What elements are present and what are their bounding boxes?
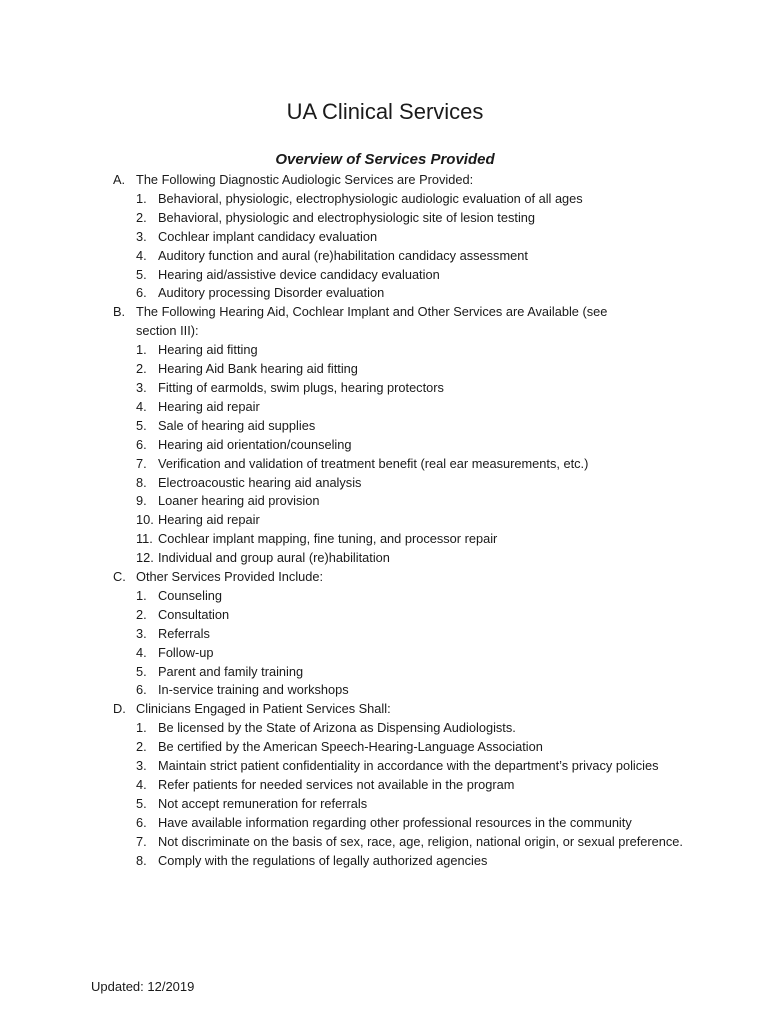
list-item-text: Individual and group aural (re)habilitation xyxy=(158,550,390,566)
list-item-text: Hearing aid orientation/counseling xyxy=(158,436,352,452)
section-list xyxy=(136,719,693,870)
list-item-text: Maintain strict patient confidentiality in accordance with the department’s privacy policies xyxy=(158,758,659,774)
section-list xyxy=(136,587,693,700)
list-item-text: Not discriminate on the basis of sex, race, age, religion, national origin, or sexual preference. xyxy=(158,833,683,849)
list-item-number: 8. xyxy=(136,852,147,868)
list-item-text: Hearing aid repair xyxy=(158,512,260,528)
list-item-text: Comply with the regulations of legally authorized agencies xyxy=(158,852,488,868)
list-item-text: Hearing Aid Bank hearing aid fitting xyxy=(158,361,358,377)
list-item-number: 4. xyxy=(136,398,147,414)
list-item-text: Referrals xyxy=(158,625,210,641)
list-item xyxy=(136,341,693,360)
list-item xyxy=(136,379,693,398)
list-item-text: Sale of hearing aid supplies xyxy=(158,417,316,433)
list-item-text: Loaner hearing aid provision xyxy=(158,493,320,509)
list-item-text: Fitting of earmolds, swim plugs, hearing protectors xyxy=(158,379,444,395)
list-item-number: 10. xyxy=(136,512,154,528)
list-item-number: 3. xyxy=(136,228,147,244)
section-c xyxy=(113,568,693,700)
list-item-text: Behavioral, physiologic and electrophysiologic site of lesion testing xyxy=(158,209,536,225)
list-item xyxy=(136,795,693,814)
list-item-number: 7. xyxy=(136,833,147,849)
section-letter: D. xyxy=(113,701,126,717)
list-item xyxy=(136,266,693,285)
list-item-number: 5. xyxy=(136,266,147,282)
section-letter: B. xyxy=(113,304,126,320)
list-item-number: 5. xyxy=(136,663,147,679)
list-item-number: 8. xyxy=(136,474,147,490)
section-heading: Other Services Provided Include: xyxy=(136,569,324,585)
section-a xyxy=(113,171,693,303)
section-list xyxy=(136,190,693,303)
page-title: UA Clinical Services xyxy=(286,99,484,124)
list-item xyxy=(136,587,693,606)
list-item-text: Be licensed by the State of Arizona as Dispensing Audiologists. xyxy=(158,720,516,736)
section-b xyxy=(113,303,693,568)
list-item-text: Counseling xyxy=(158,587,223,603)
list-item-text: Follow-up xyxy=(158,644,214,660)
list-item-number: 1. xyxy=(136,587,147,603)
list-item xyxy=(136,511,693,530)
list-item xyxy=(136,625,693,644)
list-item-number: 6. xyxy=(136,285,147,301)
list-item-text: Cochlear implant mapping, fine tuning, and processor repair xyxy=(158,531,498,547)
list-item xyxy=(136,776,693,795)
list-item xyxy=(136,719,693,738)
section-heading: The Following Hearing Aid, Cochlear Implant and Other Services are Available (see section III): xyxy=(136,304,608,339)
section-letter: A. xyxy=(113,172,126,187)
list-item xyxy=(136,284,693,303)
list-item-text: Hearing aid fitting xyxy=(158,342,258,358)
list-item-number: 1. xyxy=(136,342,147,358)
list-item-text: Auditory function and aural (re)habilitation candidacy assessment xyxy=(158,247,528,263)
list-item xyxy=(136,190,693,209)
list-item xyxy=(136,663,693,682)
list-item xyxy=(136,833,693,852)
list-item-text: Auditory processing Disorder evaluation xyxy=(158,285,385,301)
list-item xyxy=(136,681,693,700)
list-item xyxy=(136,852,693,871)
page-subtitle: Overview of Services Provided xyxy=(275,151,495,168)
list-item xyxy=(136,492,693,511)
section-heading: The Following Diagnostic Audiologic Services are Provided: xyxy=(136,172,474,187)
list-item-number: 6. xyxy=(136,814,147,830)
list-item-number: 3. xyxy=(136,758,147,774)
list-item xyxy=(136,644,693,663)
list-item-number: 2. xyxy=(136,606,147,622)
list-item-text: Behavioral, physiologic, electrophysiologic audiologic evaluation of all ages xyxy=(158,190,583,206)
section-list xyxy=(136,341,693,568)
section-heading: Clinicians Engaged in Patient Services Shall: xyxy=(136,701,391,717)
list-item xyxy=(136,814,693,833)
footer-updated: Updated: 12/2019 xyxy=(91,979,195,994)
list-item xyxy=(136,474,693,493)
list-item-text: In-service training and workshops xyxy=(158,682,349,698)
list-item-text: Verification and validation of treatment benefit (real ear measurements, etc.) xyxy=(158,455,589,471)
list-item-text: Not accept remuneration for referrals xyxy=(158,795,368,811)
list-item-text: Be certified by the American Speech-Hearing-Language Association xyxy=(158,739,543,755)
list-item-number: 2. xyxy=(136,209,147,225)
document-body xyxy=(113,171,693,871)
list-item xyxy=(136,738,693,757)
section-letter: C. xyxy=(113,569,126,585)
list-item-text: Refer patients for needed services not available in the program xyxy=(158,777,515,792)
list-item-number: 4. xyxy=(136,777,147,792)
list-item-number: 3. xyxy=(136,625,147,641)
list-item-text: Hearing aid repair xyxy=(158,398,260,414)
list-item-number: 11. xyxy=(136,531,153,547)
list-item-number: 2. xyxy=(136,739,147,755)
list-item-number: 12. xyxy=(136,550,154,566)
list-item xyxy=(136,455,693,474)
list-item xyxy=(136,530,693,549)
list-item xyxy=(136,436,693,455)
list-item xyxy=(136,228,693,247)
list-item xyxy=(136,247,693,266)
list-item-number: 6. xyxy=(136,682,147,698)
list-item xyxy=(136,209,693,228)
list-item-number: 5. xyxy=(136,795,147,811)
list-item-number: 6. xyxy=(136,436,147,452)
list-item-text: Hearing aid/assistive device candidacy evaluation xyxy=(158,266,440,282)
list-item-number: 4. xyxy=(136,644,147,660)
list-item-number: 3. xyxy=(136,379,147,395)
list-item-text: Electroacoustic hearing aid analysis xyxy=(158,474,362,490)
list-item xyxy=(136,417,693,436)
list-item-text: Parent and family training xyxy=(158,663,304,679)
list-item-number: 9. xyxy=(136,493,147,509)
list-item xyxy=(136,606,693,625)
list-item xyxy=(136,398,693,417)
list-item xyxy=(136,360,693,379)
list-item-number: 1. xyxy=(136,190,147,206)
list-item-text: Have available information regarding other professional resources in the community xyxy=(158,814,632,830)
list-item-text: Cochlear implant candidacy evaluation xyxy=(158,228,378,244)
list-item-number: 2. xyxy=(136,361,147,377)
list-item-number: 7. xyxy=(136,455,147,471)
list-item-number: 1. xyxy=(136,720,147,736)
list-item-number: 4. xyxy=(136,247,147,263)
list-item-number: 5. xyxy=(136,417,147,433)
section-d xyxy=(113,700,693,870)
list-item-text: Consultation xyxy=(158,606,230,622)
list-item xyxy=(136,549,693,568)
list-item xyxy=(136,757,693,776)
